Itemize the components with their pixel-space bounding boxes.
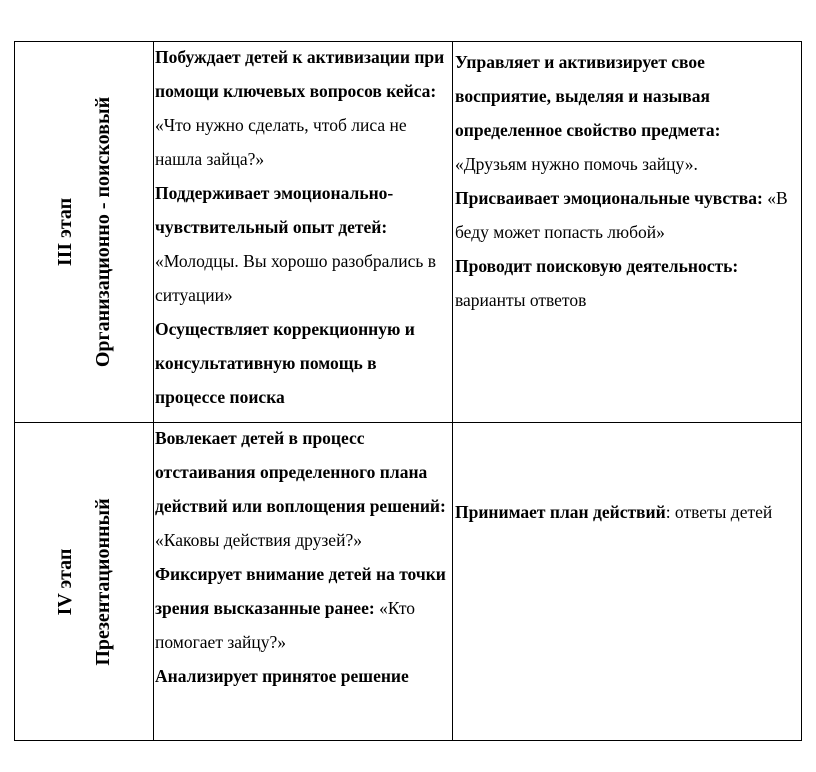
- item-text: «Что нужно сделать, чтоб лиса не нашла зайца?»: [155, 115, 407, 169]
- item-text: : ответы детей: [665, 502, 773, 522]
- item-bold: Побуждает детей к активизации при помощи ключевых вопросов кейса:: [155, 47, 445, 101]
- item-text: «В беду может попасть любой»: [455, 188, 788, 242]
- item-text: «Кто помогает зайцу?»: [155, 598, 415, 652]
- stage-3-children-item-3: [455, 249, 795, 317]
- item-bold: Осуществляет коррекционную и консультативную помощь в процессе поиска: [155, 319, 415, 407]
- stage-3-name: Организационно - поисковый: [92, 96, 114, 368]
- stage-3-teacher-item-3: [155, 312, 451, 414]
- stage-3-teacher-item-2: [155, 176, 451, 312]
- stage-3-children-item-2: [455, 181, 795, 249]
- item-text: «Молодцы. Вы хорошо разобрались в ситуации»: [155, 251, 437, 305]
- item-text: «Каковы действия друзей?»: [155, 530, 362, 550]
- item-text: варианты ответов: [455, 290, 587, 310]
- stage-3-number: III этап: [54, 197, 76, 267]
- stage-3-teacher-item-1: [155, 40, 451, 176]
- item-bold: Анализирует принятое решение: [155, 666, 409, 686]
- stage-4-label-block: [44, 392, 124, 772]
- stage-4-teacher-item-1: [155, 421, 451, 557]
- stage-3-children-item-1: [455, 45, 795, 181]
- stage-4-name: Презентационный: [92, 498, 114, 666]
- stage-4-teacher-item-2: [155, 557, 451, 659]
- item-text: «Друзьям нужно помочь зайцу».: [455, 154, 698, 174]
- item-bold: Присваивает эмоциональные чувства:: [455, 188, 763, 208]
- stage-3-children-cell: [455, 45, 795, 317]
- stage-3-label-block: [44, 42, 124, 422]
- item-bold: Проводит поисковую деятельность:: [455, 256, 739, 276]
- stage-4-number: IV этап: [54, 548, 76, 616]
- item-bold: Принимает план действий: [455, 502, 666, 522]
- stage-4-teacher-cell: [155, 421, 451, 693]
- column-divider-1: [153, 41, 154, 741]
- item-bold: Управляет и активизирует свое восприятие, выделяя и называя определенное свойство предмета:: [455, 52, 721, 140]
- column-divider-2: [452, 41, 453, 741]
- stage-4-children-cell: [455, 495, 795, 529]
- stage-4-teacher-item-3: [155, 659, 451, 693]
- item-bold: Поддерживает эмоционально-чувствительный опыт детей:: [155, 183, 394, 237]
- item-bold: Фиксирует внимание детей на точки зрения высказанные ранее:: [155, 564, 446, 618]
- stage-4-children-item-1: [455, 495, 795, 529]
- stage-3-teacher-cell: [155, 40, 451, 414]
- item-bold: Вовлекает детей в процесс отстаивания определенного плана действий или воплощения решений:: [155, 428, 446, 516]
